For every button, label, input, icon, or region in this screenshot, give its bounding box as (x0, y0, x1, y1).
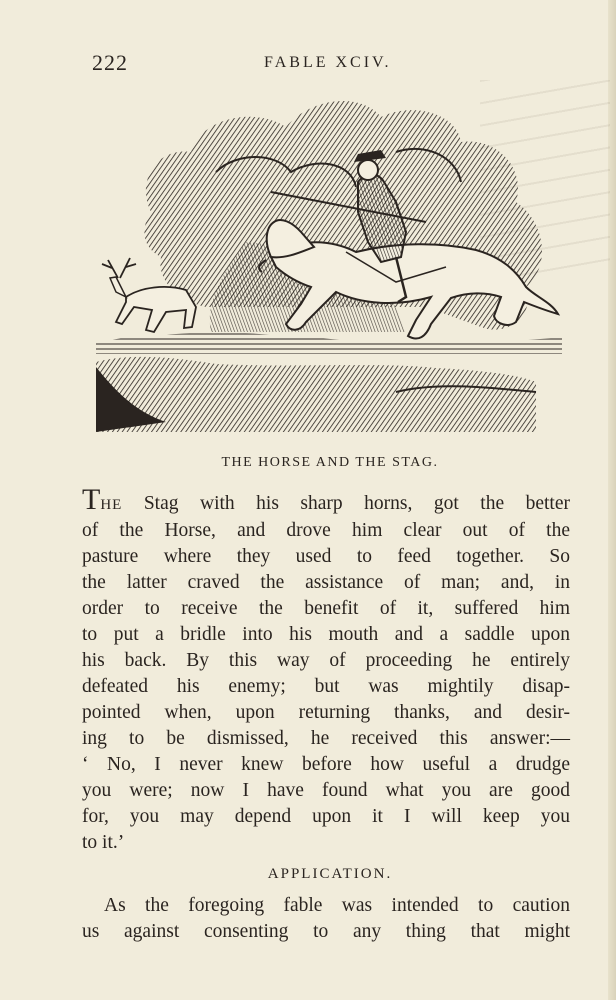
fable-line-13: for, you may depend upon it I will keep you (82, 806, 570, 827)
fable-line-5: order to receive the benefit of it, suffered him (82, 598, 570, 619)
application-line-2: us against consenting to any thing that might (82, 921, 570, 942)
fable-line-14: to it.’ (82, 832, 125, 853)
fable-line-1 (82, 483, 570, 518)
fable-line-12: you were; now I have found what you are good (82, 780, 570, 801)
fable-line-9: pointed when, upon returning thanks, and desir- (82, 702, 570, 723)
fable-line-7: his back. By this way of proceeding he entirely (82, 650, 570, 671)
application-line-1: As the foregoing fable was intended to caution (104, 895, 570, 916)
running-head (92, 50, 562, 80)
fable-line-8: defeated his enemy; but was mightily disap- (82, 676, 570, 697)
application-body (82, 893, 570, 945)
drop-cap: T (82, 483, 101, 516)
application-heading: APPLICATION. (267, 866, 393, 882)
fable-body (82, 483, 570, 856)
fable-line-2: of the Horse, and drove him clear out of the (82, 520, 570, 541)
fable-number: FABLE XCIV. (264, 54, 392, 71)
page-number: 222 (92, 50, 128, 75)
woodcut-illustration (96, 92, 562, 432)
tree-foliage (144, 101, 542, 332)
first-word-rest: HE (100, 497, 123, 513)
illustration-caption: THE HORSE AND THE STAG. (221, 455, 439, 470)
fable-line-4: the latter craved the assistance of man; and, in (82, 572, 570, 593)
fable-line-1-text: Stag with his sharp horns, got the better (122, 493, 570, 514)
ground (96, 333, 562, 432)
fable-line-11: ‘ No, I never knew before how useful a drudge (82, 754, 570, 775)
fable-line-3: pasture where they used to feed together. So (82, 546, 570, 567)
fable-line-6: to put a bridle into his mouth and a saddle upon (82, 624, 570, 645)
fable-line-10: ing to be dismissed, he received this answer:— (82, 728, 570, 749)
